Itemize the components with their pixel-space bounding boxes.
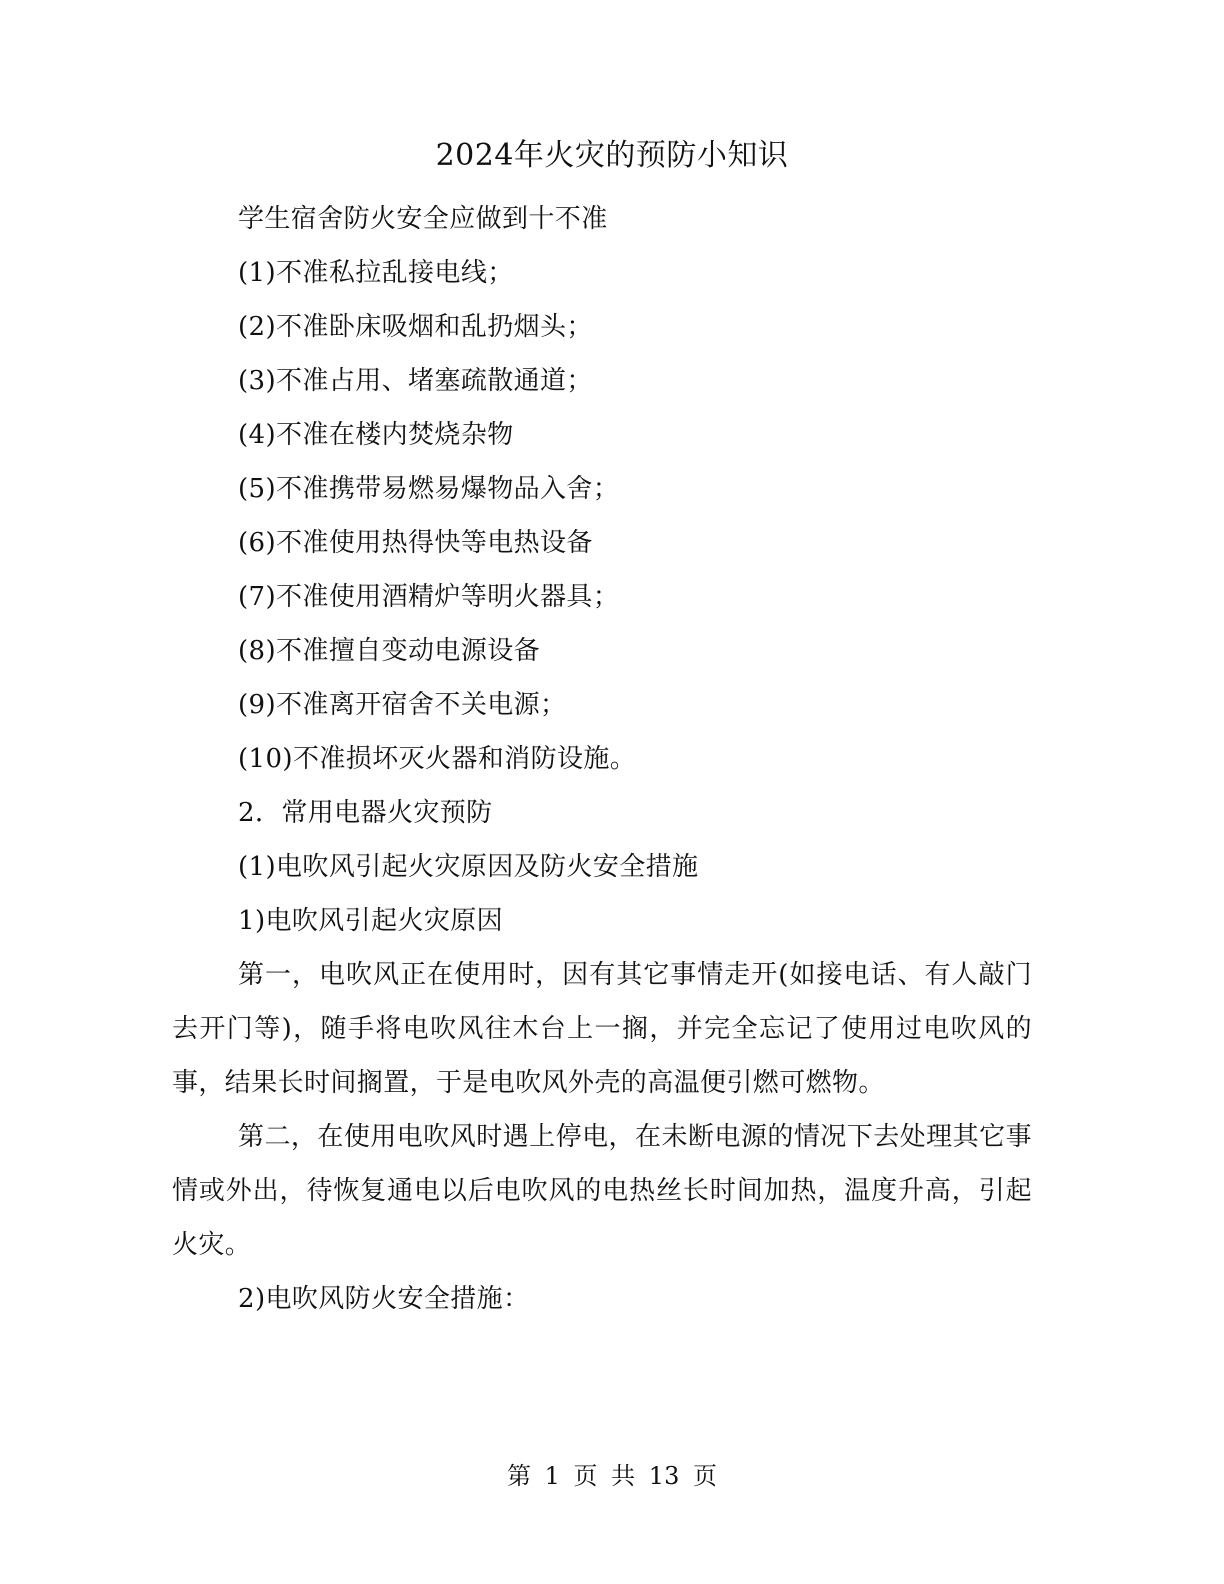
rule-item-8: (8)不准擅自变动电源设备 (238, 636, 541, 666)
rule-item-10: (10)不准损坏灭火器和消防设施。 (238, 744, 637, 774)
rule-item-9: (9)不准离开宿舍不关电源； (238, 690, 567, 720)
rule-item-5: (5)不准携带易燃易爆物品入舍； (238, 474, 620, 504)
body-paragraph-first: 第一，电吹风正在使用时，因有其它事情走开(如接电话、有人敲门去开门等)，随手将电吹风往木台上一搁，并完全忘记了使用过电吹风的事，结果长时间搁置，于是电吹风外壳的高温便引燃可燃物。 (172, 960, 1032, 1098)
rule-item-1: (1)不准私拉乱接电线； (238, 258, 514, 288)
paragraph-intro: 学生宿舍防火安全应做到十不准 (238, 204, 608, 234)
rule-item-7: (7)不准使用酒精炉等明火器具； (238, 582, 620, 612)
sub-subsection-heading-measures: 2)电吹风防火安全措施： (238, 1284, 530, 1314)
rule-item-3: (3)不准占用、堵塞疏散通道； (238, 366, 593, 396)
document-title: 2024年火灾的预防小知识 (435, 138, 789, 173)
body-paragraph-second: 第二，在使用电吹风时遇上停电，在未断电源的情况下去处理其它事情或外出，待恢复通电以后电吹风的电热丝长时间加热，温度升高，引起火灾。 (172, 1122, 1032, 1260)
page-number-footer: 第 1 页 共 13 页 (507, 1462, 717, 1490)
sub-subsection-heading: 1)电吹风引起火灾原因 (238, 906, 504, 936)
section-heading: 2．常用电器火灾预防 (238, 798, 493, 828)
rule-item-2: (2)不准卧床吸烟和乱扔烟头； (238, 312, 593, 342)
rule-item-6: (6)不准使用热得快等电热设备 (238, 528, 593, 558)
rule-item-4: (4)不准在楼内焚烧杂物 (238, 420, 514, 450)
document-body (172, 192, 1032, 1326)
subsection-heading: (1)电吹风引起火灾原因及防火安全措施 (238, 852, 699, 882)
